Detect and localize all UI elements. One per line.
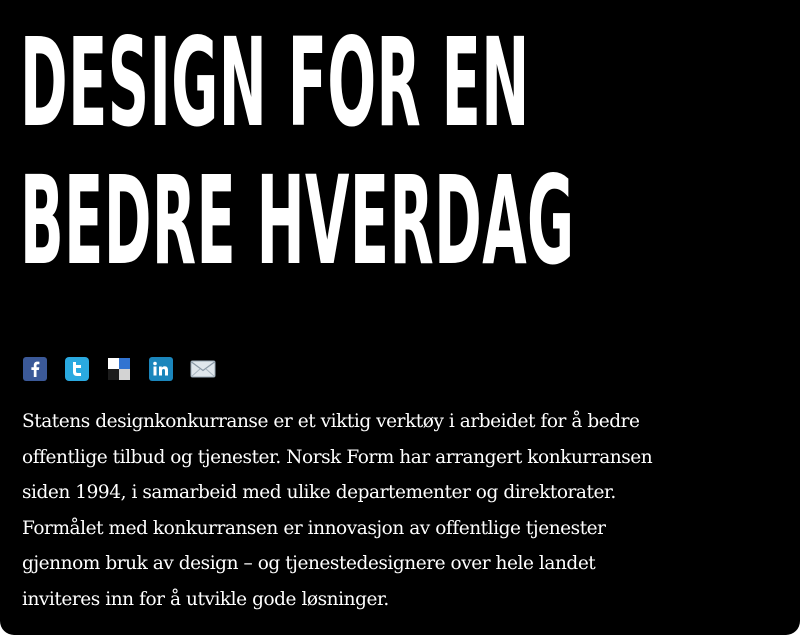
- share-delicious-button[interactable]: [106, 356, 132, 382]
- twitter-icon: [65, 357, 89, 381]
- share-linkedin-button[interactable]: [148, 356, 174, 382]
- intro-paragraph: [22, 404, 782, 617]
- share-twitter-button[interactable]: [64, 356, 90, 382]
- delicious-icon: [107, 357, 131, 381]
- mail-icon: [190, 359, 216, 379]
- page-title: [20, 14, 790, 290]
- share-bar: [22, 356, 216, 382]
- page-title-line-2: BEDRE HVERDAG: [20, 150, 575, 292]
- share-facebook-button[interactable]: [22, 356, 48, 382]
- intro-line: Formålet med konkurransen er innovasjon av offentlige tjenester: [22, 517, 606, 539]
- share-email-button[interactable]: [190, 356, 216, 382]
- intro-line: siden 1994, i samarbeid med ulike departementer og direktorater.: [22, 482, 616, 503]
- intro-line: inviteres inn for å utvikle gode løsninger.: [22, 588, 389, 610]
- intro-line: offentlige tilbud og tjenester. Norsk Form har arrangert konkurransen: [22, 446, 653, 468]
- linkedin-icon: [149, 357, 173, 381]
- intro-line: Statens designkonkurranse er et viktig verktøy i arbeidet for å bedre: [22, 411, 640, 432]
- intro-line: gjennom bruk av design – og tjenestedesignere over hele landet: [22, 553, 596, 574]
- facebook-icon: [23, 357, 47, 381]
- page-title-line-1: DESIGN FOR EN: [20, 12, 530, 154]
